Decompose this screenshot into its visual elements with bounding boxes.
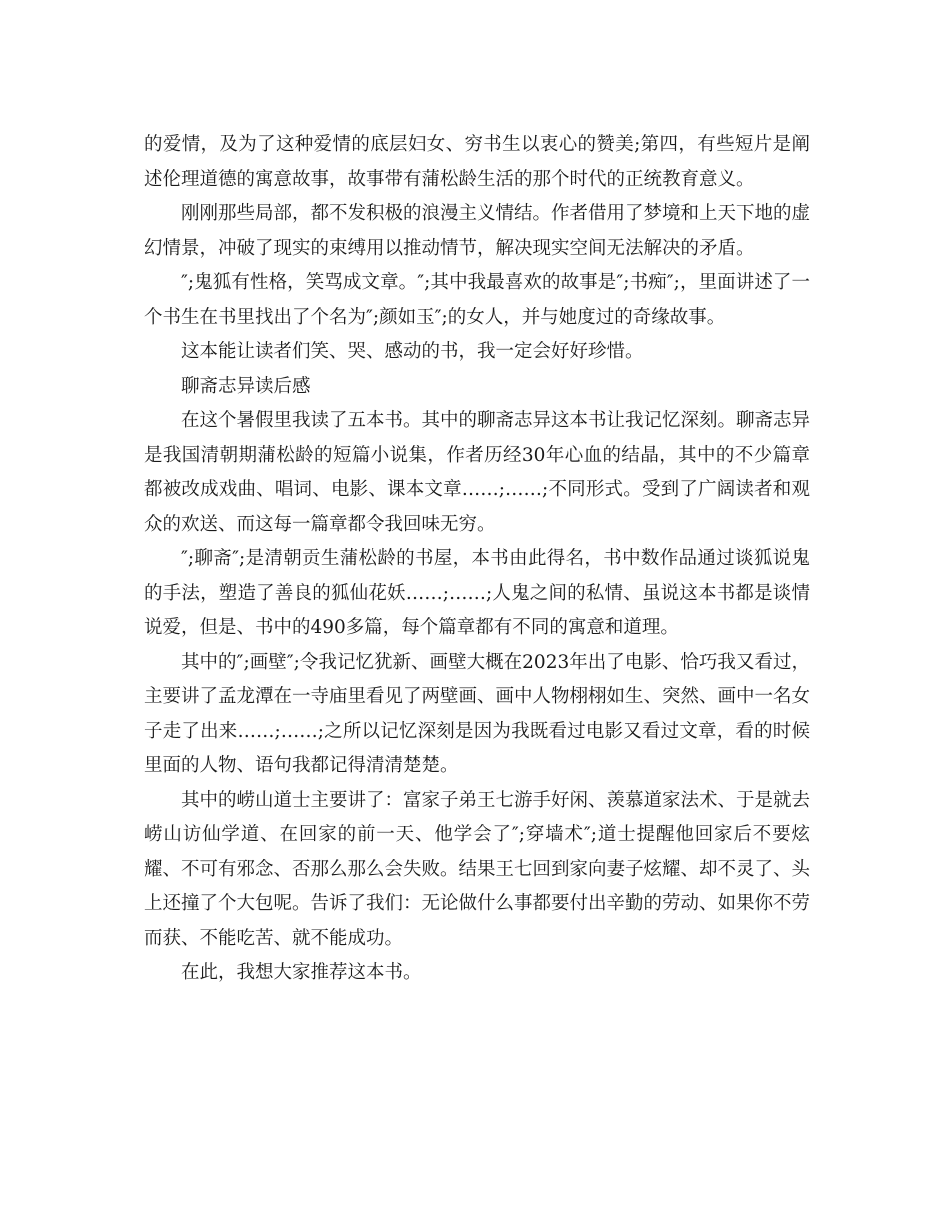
paragraph-summer-reading: 在这个暑假里我读了五本书。其中的聊斋志异这本书让我记忆深刻。聊斋志异是我国清朝期蒲松龄的短篇小说集，作者历经30年心血的结晶，其中的不少篇章都被改成戏曲、唱词、电影、课本文章……;……;不同形式。受到了广阔读者和观众的欢送、而这每一篇章都令我回味无穷。 xyxy=(144,410,811,535)
paragraph-painted-wall: 其中的″;画壁″;令我记忆犹新、画壁大概在2023年出了电影、恰巧我又看过，主要讲了孟龙潭在一寺庙里看见了两壁画、画中人物栩栩如生、突然、画中一名女子走了出来……;……;之所以记忆深刻是因为我既看过电影又看过文章，看的时候里面的人物、语句我都记得清清楚楚。 xyxy=(144,651,811,776)
document-body xyxy=(144,128,810,991)
paragraph-cherish: 这本能让读者们笑、哭、感动的书，我一定会好好珍惜。 xyxy=(181,341,644,362)
paragraph-laoshan-taoist: 其中的崂山道士主要讲了：富家子弟王七游手好闲、羡慕道家法术、于是就去崂山访仙学道、在回家的前一天、他学会了″;穿墙术″;道士提醒他回家后不要炫耀、不可有邪念、否那么那么会失败。结果王七回到家向妻子炫耀、却不灵了、头上还撞了个大包呢。告诉了我们：无论做什么事都要付出辛勤的劳动、如果你不劳而获、不能吃苦、就不能成功。 xyxy=(144,789,811,949)
section-heading: 聊斋志异读后感 xyxy=(181,375,311,397)
paragraph-favorite-story: ″;鬼狐有性格，笑骂成文章。″;其中我最喜欢的故事是″;书痴″;，里面讲述了一个书生在书里找出了个名为″;颜如玉″;的女人，并与她度过的奇缘故事。 xyxy=(144,272,810,328)
paragraph-continuation: 的爱情，及为了这种爱情的底层妇女、穷书生以衷心的赞美;第四，有些短片是阐述伦理道德的寓意故事，故事带有蒲松龄生活的那个时代的正统教育意义。 xyxy=(144,134,810,190)
paragraph-liaozhai-origin: ″;聊斋″;是清朝贡生蒲松龄的书屋，本书由此得名，书中数作品通过谈狐说鬼的手法，塑造了善良的狐仙花妖……;……;人鬼之间的私情、虽说这本书都是谈情说爱，但是、书中的490多篇，每个篇章都有不同的寓意和道理。 xyxy=(144,548,810,638)
paragraph-recommendation: 在此，我想大家推荐这本书。 xyxy=(181,962,422,983)
paragraph-romanticism: 刚刚那些局部，都不发积极的浪漫主义情结。作者借用了梦境和上天下地的虚幻情景，冲破了现实的束缚用以推动情节，解决现实空间无法解决的矛盾。 xyxy=(144,203,811,259)
